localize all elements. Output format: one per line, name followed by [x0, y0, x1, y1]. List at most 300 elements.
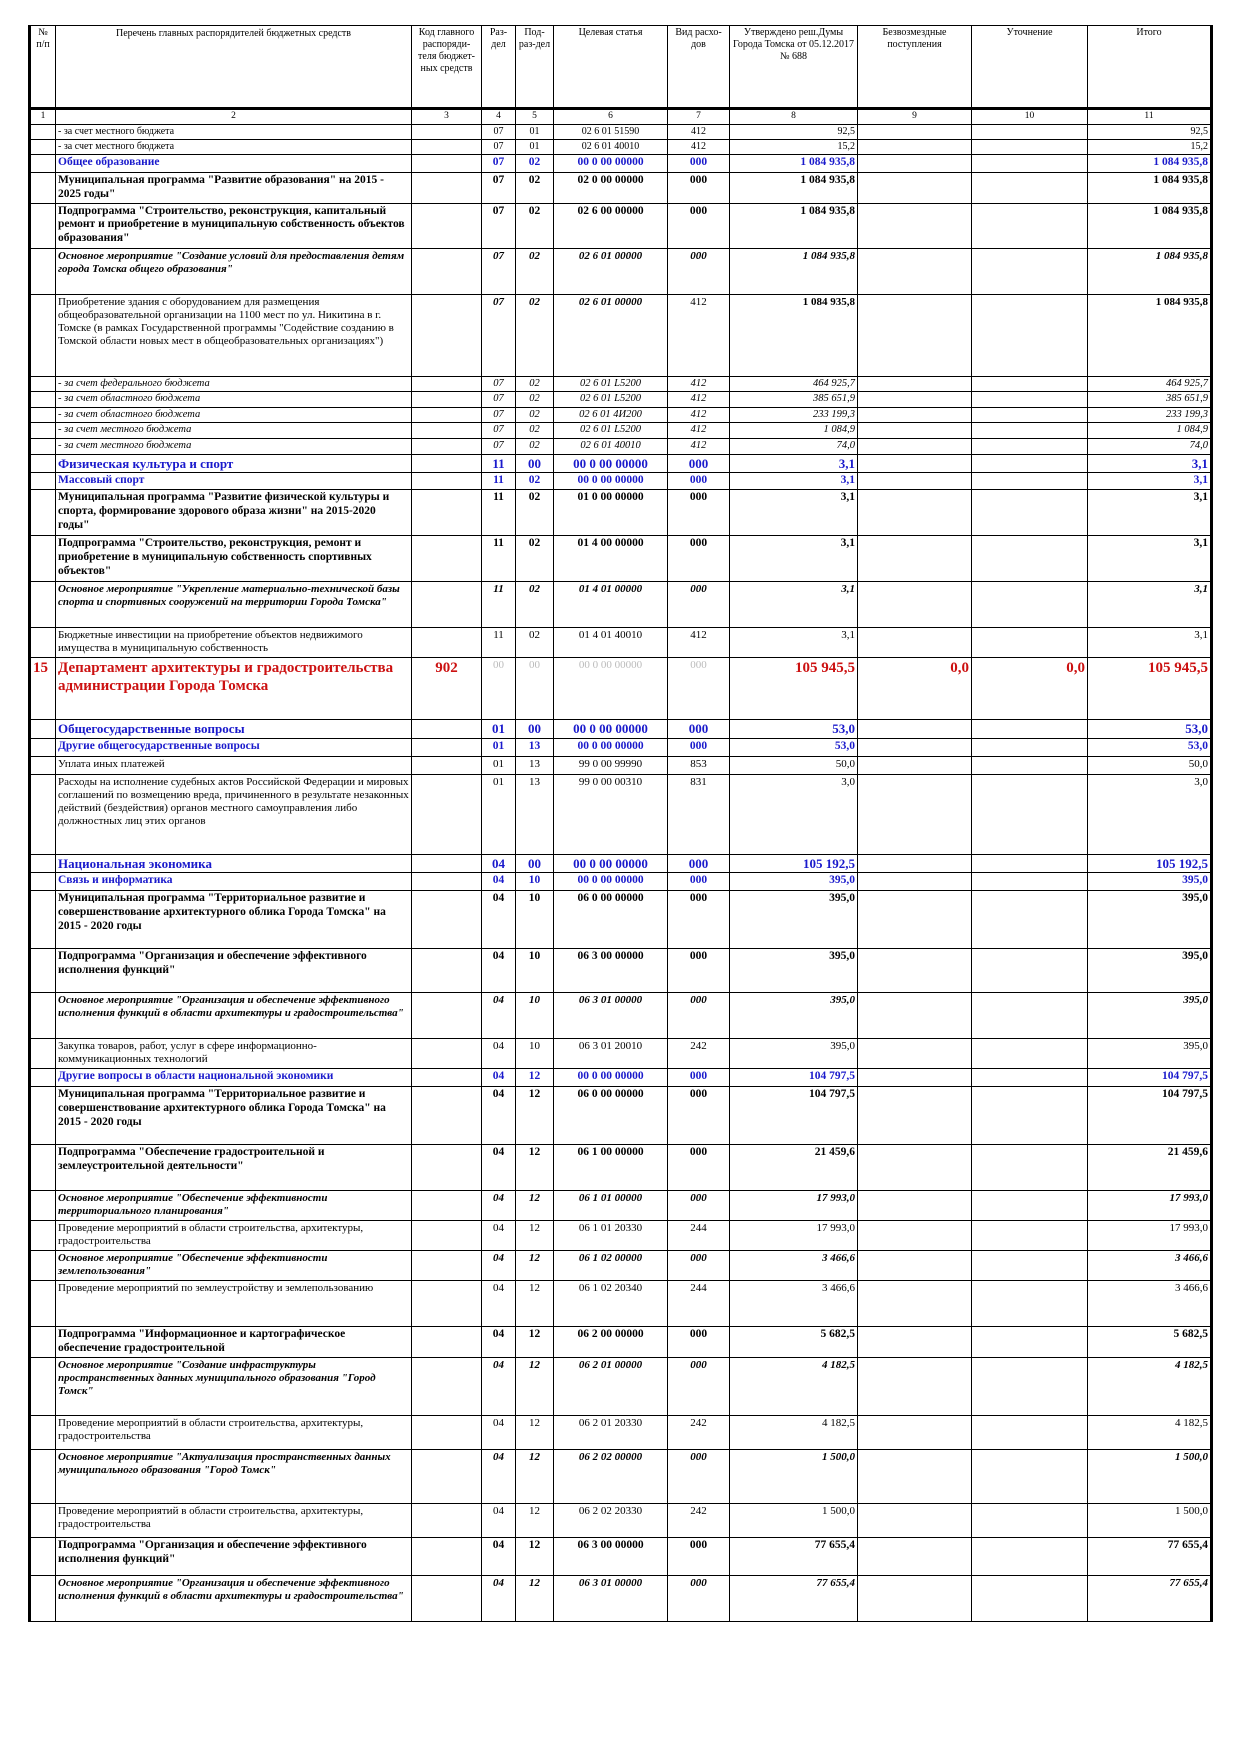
cell-bezv: [858, 392, 972, 408]
cell-razdel: 11: [482, 473, 516, 490]
cell-num: [30, 891, 56, 949]
cell-code: [412, 173, 482, 204]
cell-num: [30, 248, 56, 294]
cell-razdel: 01: [482, 756, 516, 774]
cell-code: [412, 891, 482, 949]
column-number: 3: [412, 109, 482, 125]
cell-cel: 00 0 00 00000: [554, 738, 668, 756]
cell-utv: 395,0: [730, 891, 858, 949]
cell-cel: 02 6 00 00000: [554, 203, 668, 248]
cell-bezv: [858, 854, 972, 873]
cell-itogo: 395,0: [1088, 949, 1212, 993]
cell-itogo: 3,1: [1088, 454, 1212, 473]
cell-num: [30, 756, 56, 774]
cell-itogo: 53,0: [1088, 738, 1212, 756]
cell-cel: 00 0 00 00000: [554, 657, 668, 719]
cell-code: [412, 854, 482, 873]
cell-code: [412, 203, 482, 248]
cell-itogo: 77 655,4: [1088, 1537, 1212, 1575]
cell-itogo: 3,1: [1088, 535, 1212, 581]
column-number: 11: [1088, 109, 1212, 125]
table-row: [30, 454, 1212, 473]
cell-podrazdel: 12: [516, 1327, 554, 1358]
cell-podrazdel: 01: [516, 140, 554, 155]
cell-razdel: 01: [482, 719, 516, 738]
cell-name: Основное мероприятие "Организация и обеспечение эффективного исполнения функций в области архитектуры и градостроительства": [56, 993, 412, 1039]
cell-vid: 000: [668, 854, 730, 873]
header-cell-utoch: Уточнение: [972, 26, 1088, 109]
cell-utoch: [972, 173, 1088, 204]
cell-utv: 233 199,3: [730, 407, 858, 423]
cell-name: Подпрограмма "Организация и обеспечение эффективного исполнения функций": [56, 1537, 412, 1575]
cell-utv: 5 682,5: [730, 1327, 858, 1358]
table-row: [30, 993, 1212, 1039]
cell-vid: 000: [668, 248, 730, 294]
cell-itogo: 3 466,6: [1088, 1251, 1212, 1281]
cell-vid: 000: [668, 1069, 730, 1087]
cell-utv: 105 192,5: [730, 854, 858, 873]
cell-code: [412, 438, 482, 454]
cell-bezv: [858, 756, 972, 774]
cell-itogo: 3,1: [1088, 581, 1212, 627]
cell-name: Основное мероприятие "Организация и обеспечение эффективного исполнения функций в области архитектуры и градостроительства": [56, 1575, 412, 1621]
cell-razdel: 04: [482, 1069, 516, 1087]
cell-num: [30, 203, 56, 248]
table-row: [30, 1087, 1212, 1145]
cell-razdel: 07: [482, 155, 516, 173]
cell-vid: 412: [668, 294, 730, 376]
cell-razdel: 07: [482, 140, 516, 155]
cell-vid: 000: [668, 535, 730, 581]
cell-bezv: [858, 719, 972, 738]
cell-code: [412, 756, 482, 774]
cell-num: [30, 155, 56, 173]
cell-utv: 74,0: [730, 438, 858, 454]
cell-utoch: [972, 1087, 1088, 1145]
cell-utoch: [972, 1415, 1088, 1449]
cell-name: Другие вопросы в области национальной экономики: [56, 1069, 412, 1087]
cell-vid: 000: [668, 155, 730, 173]
cell-bezv: [858, 581, 972, 627]
cell-itogo: 74,0: [1088, 438, 1212, 454]
cell-podrazdel: 02: [516, 376, 554, 392]
cell-podrazdel: 02: [516, 473, 554, 490]
table-row: [30, 1327, 1212, 1358]
cell-razdel: 04: [482, 1191, 516, 1221]
cell-num: [30, 949, 56, 993]
cell-utv: 1 084,9: [730, 423, 858, 439]
cell-podrazdel: 00: [516, 854, 554, 873]
cell-cel: 02 0 00 00000: [554, 173, 668, 204]
cell-code: [412, 1503, 482, 1537]
cell-utoch: [972, 407, 1088, 423]
cell-num: [30, 489, 56, 535]
cell-bezv: [858, 1251, 972, 1281]
table-row: [30, 1415, 1212, 1449]
cell-cel: 01 0 00 00000: [554, 489, 668, 535]
cell-name: Основное мероприятие "Обеспечение эффективности территориального планирования": [56, 1191, 412, 1221]
cell-bezv: [858, 1191, 972, 1221]
column-number: 6: [554, 109, 668, 125]
cell-vid: 000: [668, 473, 730, 490]
cell-utoch: [972, 438, 1088, 454]
cell-itogo: 15,2: [1088, 140, 1212, 155]
cell-vid: 000: [668, 873, 730, 891]
cell-code: [412, 407, 482, 423]
cell-razdel: 04: [482, 854, 516, 873]
cell-utv: 1 084 935,8: [730, 155, 858, 173]
cell-name: - за счет местного бюджета: [56, 140, 412, 155]
cell-utv: 3,1: [730, 454, 858, 473]
cell-num: [30, 1449, 56, 1503]
table-row: [30, 1281, 1212, 1327]
cell-num: [30, 535, 56, 581]
cell-razdel: 04: [482, 1145, 516, 1191]
cell-num: [30, 993, 56, 1039]
cell-itogo: 1 084 935,8: [1088, 248, 1212, 294]
cell-itogo: 395,0: [1088, 873, 1212, 891]
column-number: 5: [516, 109, 554, 125]
cell-podrazdel: 02: [516, 627, 554, 657]
cell-bezv: [858, 489, 972, 535]
cell-podrazdel: 12: [516, 1087, 554, 1145]
cell-itogo: 92,5: [1088, 125, 1212, 140]
table-row: [30, 1221, 1212, 1251]
cell-cel: 00 0 00 00000: [554, 473, 668, 490]
cell-name: Основное мероприятие "Актуализация пространственных данных муниципального образования "Город Томск": [56, 1449, 412, 1503]
table-row: [30, 873, 1212, 891]
cell-vid: 000: [668, 1357, 730, 1415]
cell-name: Подпрограмма "Организация и обеспечение эффективного исполнения функций": [56, 949, 412, 993]
cell-name: - за счет местного бюджета: [56, 423, 412, 439]
table-row: [30, 155, 1212, 173]
cell-razdel: 04: [482, 1503, 516, 1537]
cell-code: [412, 294, 482, 376]
cell-razdel: 04: [482, 993, 516, 1039]
cell-itogo: 5 682,5: [1088, 1327, 1212, 1358]
cell-name: Подпрограмма "Информационное и картографическое обеспечение градостроительной: [56, 1327, 412, 1358]
cell-bezv: [858, 423, 972, 439]
cell-code: [412, 392, 482, 408]
cell-vid: 853: [668, 756, 730, 774]
header-cell-razdel: Раз-дел: [482, 26, 516, 109]
cell-code: [412, 535, 482, 581]
cell-utv: 3,0: [730, 774, 858, 854]
cell-utoch: [972, 1357, 1088, 1415]
cell-num: [30, 1357, 56, 1415]
cell-itogo: 53,0: [1088, 719, 1212, 738]
cell-utv: 4 182,5: [730, 1415, 858, 1449]
cell-name: Национальная экономика: [56, 854, 412, 873]
cell-utoch: [972, 993, 1088, 1039]
cell-vid: 412: [668, 627, 730, 657]
cell-utv: 395,0: [730, 949, 858, 993]
cell-utv: 4 182,5: [730, 1357, 858, 1415]
cell-itogo: 3,1: [1088, 627, 1212, 657]
cell-utv: 50,0: [730, 756, 858, 774]
cell-utv: 77 655,4: [730, 1537, 858, 1575]
cell-cel: 06 3 00 00000: [554, 949, 668, 993]
cell-name: Основное мероприятие "Обеспечение эффективности землепользования": [56, 1251, 412, 1281]
cell-num: [30, 854, 56, 873]
table-row: [30, 1575, 1212, 1621]
cell-podrazdel: 12: [516, 1357, 554, 1415]
cell-num: [30, 1039, 56, 1069]
table-row: [30, 489, 1212, 535]
cell-name: Подпрограмма "Строительство, реконструкция, капитальный ремонт и приобретение в муниципальную собственность объектов образования": [56, 203, 412, 248]
cell-utoch: [972, 140, 1088, 155]
cell-cel: 02 6 01 40010: [554, 438, 668, 454]
header-cell-bezv: Безвозмездные поступления: [858, 26, 972, 109]
cell-vid: 000: [668, 993, 730, 1039]
cell-utv: 3,1: [730, 473, 858, 490]
table-row: [30, 1039, 1212, 1069]
cell-vid: 412: [668, 125, 730, 140]
budget-table: [28, 25, 1213, 1622]
cell-itogo: 50,0: [1088, 756, 1212, 774]
table-header-row: [30, 26, 1212, 109]
cell-razdel: 04: [482, 1537, 516, 1575]
cell-podrazdel: 00: [516, 454, 554, 473]
cell-vid: 000: [668, 581, 730, 627]
cell-utoch: [972, 1221, 1088, 1251]
cell-itogo: 1 084 935,8: [1088, 294, 1212, 376]
cell-name: - за счет местного бюджета: [56, 438, 412, 454]
cell-num: [30, 294, 56, 376]
cell-itogo: 21 459,6: [1088, 1145, 1212, 1191]
cell-cel: 00 0 00 00000: [554, 719, 668, 738]
cell-code: [412, 719, 482, 738]
cell-cel: 00 0 00 00000: [554, 155, 668, 173]
cell-num: [30, 423, 56, 439]
table-row: [30, 1191, 1212, 1221]
column-number: 9: [858, 109, 972, 125]
cell-code: [412, 1327, 482, 1358]
cell-podrazdel: 02: [516, 489, 554, 535]
cell-num: 15: [30, 657, 56, 719]
cell-utv: 53,0: [730, 738, 858, 756]
cell-utv: 395,0: [730, 993, 858, 1039]
cell-utv: 1 084 935,8: [730, 294, 858, 376]
cell-cel: 00 0 00 00000: [554, 854, 668, 873]
cell-vid: 000: [668, 173, 730, 204]
cell-itogo: 395,0: [1088, 1039, 1212, 1069]
cell-code: [412, 949, 482, 993]
cell-itogo: 464 925,7: [1088, 376, 1212, 392]
cell-utv: 3,1: [730, 581, 858, 627]
cell-podrazdel: 10: [516, 993, 554, 1039]
cell-utoch: [972, 203, 1088, 248]
cell-vid: 000: [668, 1327, 730, 1358]
cell-vid: 242: [668, 1503, 730, 1537]
cell-name: Закупка товаров, работ, услуг в сфере информационно-коммуникационных технологий: [56, 1039, 412, 1069]
cell-itogo: 17 993,0: [1088, 1221, 1212, 1251]
cell-utv: 105 945,5: [730, 657, 858, 719]
table-row: [30, 248, 1212, 294]
cell-utv: 3 466,6: [730, 1251, 858, 1281]
table-row: [30, 173, 1212, 204]
cell-bezv: [858, 1221, 972, 1251]
cell-utoch: [972, 1191, 1088, 1221]
cell-utoch: [972, 489, 1088, 535]
cell-podrazdel: 12: [516, 1415, 554, 1449]
cell-razdel: 04: [482, 1357, 516, 1415]
cell-utv: 77 655,4: [730, 1575, 858, 1621]
cell-podrazdel: 12: [516, 1221, 554, 1251]
column-number: 2: [56, 109, 412, 125]
cell-cel: 06 0 00 00000: [554, 1087, 668, 1145]
header-cell-name: Перечень главных распорядителей бюджетных средств: [56, 26, 412, 109]
cell-razdel: 07: [482, 248, 516, 294]
cell-code: [412, 993, 482, 1039]
table-row: [30, 1251, 1212, 1281]
cell-podrazdel: 00: [516, 657, 554, 719]
cell-vid: 000: [668, 891, 730, 949]
cell-itogo: 233 199,3: [1088, 407, 1212, 423]
cell-bezv: [858, 738, 972, 756]
cell-podrazdel: 12: [516, 1069, 554, 1087]
cell-utoch: [972, 1537, 1088, 1575]
table-row: [30, 1069, 1212, 1087]
cell-name: Подпрограмма "Обеспечение градостроительной и землеустроительной деятельности": [56, 1145, 412, 1191]
cell-cel: 02 6 01 L5200: [554, 392, 668, 408]
cell-vid: 412: [668, 423, 730, 439]
cell-cel: 00 0 00 00000: [554, 873, 668, 891]
cell-razdel: 04: [482, 1327, 516, 1358]
cell-razdel: 01: [482, 774, 516, 854]
cell-bezv: [858, 1039, 972, 1069]
cell-utoch: 0,0: [972, 657, 1088, 719]
cell-name: Основное мероприятие "Создание условий для предоставления детям города Томска общего образования": [56, 248, 412, 294]
cell-num: [30, 1575, 56, 1621]
cell-razdel: 07: [482, 376, 516, 392]
cell-utoch: [972, 756, 1088, 774]
cell-code: [412, 738, 482, 756]
cell-razdel: 07: [482, 438, 516, 454]
cell-cel: 06 2 02 00000: [554, 1449, 668, 1503]
cell-utoch: [972, 1327, 1088, 1358]
cell-cel: 06 0 00 00000: [554, 891, 668, 949]
cell-name: Массовый спорт: [56, 473, 412, 490]
cell-utoch: [972, 1449, 1088, 1503]
cell-vid: 000: [668, 949, 730, 993]
cell-num: [30, 719, 56, 738]
cell-itogo: 3 466,6: [1088, 1281, 1212, 1327]
cell-bezv: [858, 891, 972, 949]
cell-cel: 99 0 00 00310: [554, 774, 668, 854]
cell-bezv: [858, 1069, 972, 1087]
cell-vid: 000: [668, 1575, 730, 1621]
cell-razdel: 04: [482, 1221, 516, 1251]
cell-utoch: [972, 125, 1088, 140]
cell-podrazdel: 02: [516, 155, 554, 173]
cell-code: [412, 125, 482, 140]
cell-bezv: [858, 203, 972, 248]
cell-name: Муниципальная программа "Развитие образования" на 2015 - 2025 годы": [56, 173, 412, 204]
cell-itogo: 17 993,0: [1088, 1191, 1212, 1221]
cell-cel: 06 1 02 00000: [554, 1251, 668, 1281]
cell-razdel: 04: [482, 891, 516, 949]
cell-podrazdel: 10: [516, 949, 554, 993]
cell-name: - за счет федерального бюджета: [56, 376, 412, 392]
table-row: [30, 438, 1212, 454]
cell-podrazdel: 02: [516, 581, 554, 627]
table-row: [30, 1449, 1212, 1503]
column-number: 7: [668, 109, 730, 125]
cell-utv: 17 993,0: [730, 1221, 858, 1251]
cell-bezv: [858, 155, 972, 173]
cell-utv: 385 651,9: [730, 392, 858, 408]
cell-utv: 3,1: [730, 489, 858, 535]
cell-name: Приобретение здания с оборудованием для размещения общеобразовательной организации на 1100 мест по ул. Никитина в г. Томске (в рамках Государственной программы "Содействие созданию в Томской области новых мест в общеобразовательных организациях"): [56, 294, 412, 376]
cell-name: Расходы на исполнение судебных актов Российской Федерации и мировых соглашений по возмещению вреда, причиненного в результате незаконных действий (бездействия) органов местного самоуправления либо должностных лиц этих органов: [56, 774, 412, 854]
cell-name: Основное мероприятие "Укрепление материально-технической базы спорта и спортивных сооружений на территории Города Томска": [56, 581, 412, 627]
cell-bezv: [858, 1357, 972, 1415]
cell-cel: 01 4 00 00000: [554, 535, 668, 581]
table-row: [30, 1357, 1212, 1415]
cell-cel: 02 6 01 40010: [554, 140, 668, 155]
cell-cel: 06 3 01 00000: [554, 993, 668, 1039]
cell-code: [412, 248, 482, 294]
cell-utoch: [972, 1145, 1088, 1191]
header-cell-vid: Вид расхо-дов: [668, 26, 730, 109]
cell-code: [412, 1087, 482, 1145]
cell-name: Основное мероприятие "Создание инфраструктуры пространственных данных муниципального образования "Город Томск": [56, 1357, 412, 1415]
cell-code: [412, 140, 482, 155]
cell-podrazdel: 12: [516, 1251, 554, 1281]
cell-num: [30, 473, 56, 490]
table-row: [30, 1537, 1212, 1575]
cell-razdel: 11: [482, 489, 516, 535]
cell-name: Проведение мероприятий по землеустройству и землепользованию: [56, 1281, 412, 1327]
cell-num: [30, 454, 56, 473]
cell-name: Общее образование: [56, 155, 412, 173]
cell-podrazdel: 02: [516, 535, 554, 581]
cell-vid: 000: [668, 1251, 730, 1281]
cell-utoch: [972, 473, 1088, 490]
cell-code: 902: [412, 657, 482, 719]
cell-razdel: 07: [482, 203, 516, 248]
cell-bezv: [858, 438, 972, 454]
cell-bezv: [858, 1087, 972, 1145]
cell-razdel: 04: [482, 1415, 516, 1449]
cell-num: [30, 407, 56, 423]
cell-itogo: 104 797,5: [1088, 1087, 1212, 1145]
cell-code: [412, 581, 482, 627]
cell-utoch: [972, 738, 1088, 756]
cell-code: [412, 1449, 482, 1503]
cell-podrazdel: 13: [516, 756, 554, 774]
cell-code: [412, 1281, 482, 1327]
cell-itogo: 4 182,5: [1088, 1415, 1212, 1449]
cell-utoch: [972, 1251, 1088, 1281]
cell-name: Проведение мероприятий в области строительства, архитектуры, градостроительства: [56, 1415, 412, 1449]
cell-name: Другие общегосударственные вопросы: [56, 738, 412, 756]
cell-podrazdel: 02: [516, 407, 554, 423]
cell-vid: 000: [668, 719, 730, 738]
table-row: [30, 423, 1212, 439]
cell-num: [30, 1069, 56, 1087]
cell-itogo: 4 182,5: [1088, 1357, 1212, 1415]
cell-code: [412, 873, 482, 891]
cell-cel: 06 1 00 00000: [554, 1145, 668, 1191]
cell-utv: 92,5: [730, 125, 858, 140]
cell-vid: 244: [668, 1281, 730, 1327]
cell-bezv: [858, 125, 972, 140]
cell-podrazdel: 12: [516, 1191, 554, 1221]
cell-vid: 412: [668, 438, 730, 454]
cell-num: [30, 1281, 56, 1327]
